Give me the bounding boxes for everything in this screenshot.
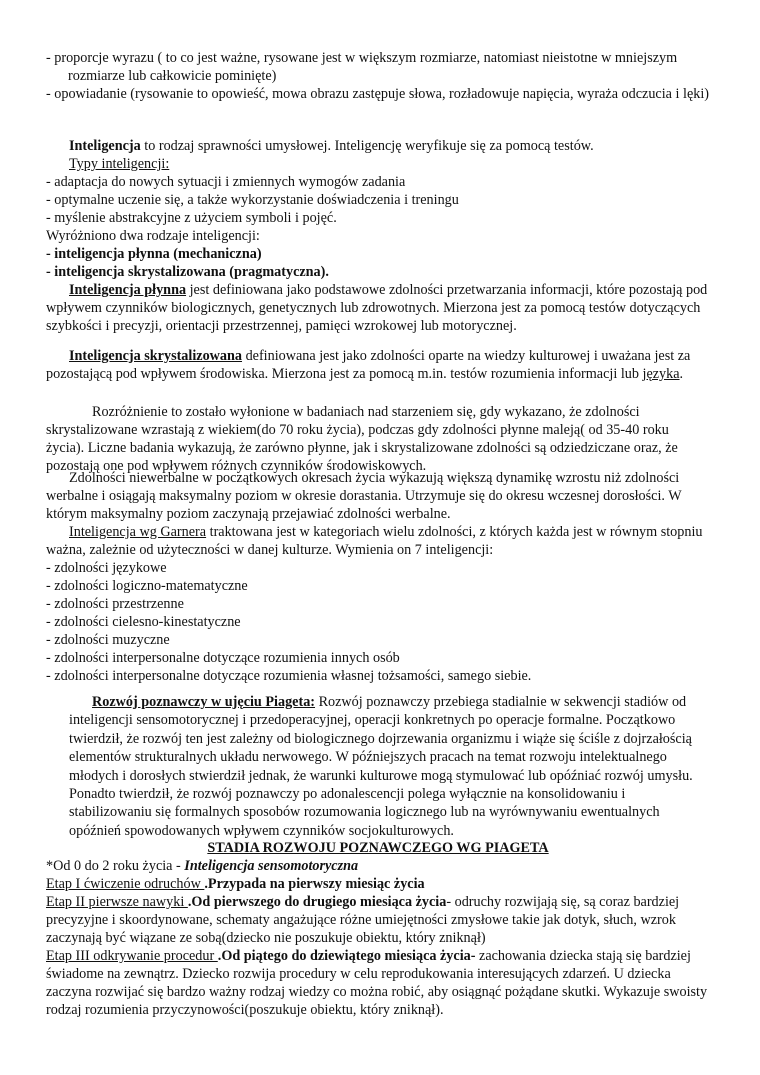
period-line bbox=[46, 857, 710, 875]
stage-text: zachowania dziecka stają się bardziej świadome na zewnątrz. Dziecko rozwija procedury w celu reprodukowania interesujących zdarzeń. U dziecka zaczyna rozwijać się bardzo ważny rodzaj wiedzy co można robić, aby osiągnąć pożądane skutki. Wykazuje swoisty rodzaj rozumienia przyczynowości(poszukuje obiektu, który zniknął). bbox=[46, 948, 708, 1018]
stage-label: Etap III odkrywanie procedur bbox=[46, 948, 218, 964]
crystallized-text: definiowana jest jako zdolności oparte na wiedzy kulturowej i uważana jest za pozostającą pod wpływem środowiska. Mierzona jest za pomocą m.in. testów rozumienia informacji lub bbox=[46, 348, 691, 382]
term-crystallized: Inteligencja skrystalizowana bbox=[69, 348, 243, 364]
term-piaget: Rozwój poznawczy w ujęciu Piageta: bbox=[92, 694, 316, 710]
stage-label: Etap I ćwiczenie odruchów bbox=[46, 876, 205, 892]
term-inteligencja: Inteligencja bbox=[69, 138, 141, 154]
gardner-list bbox=[46, 559, 706, 685]
stage-period: .Przypada na pierwszy miesiąc życia bbox=[204, 876, 425, 892]
term-fluid: Inteligencja płynna bbox=[69, 282, 187, 298]
term-gardner: Inteligencja wg Garnera bbox=[69, 524, 207, 540]
list-item: - opowiadanie (rysowanie to opowieść, mowa obrazu zastępuje słowa, rozładowuje napięcia, wyraża odczucia i lęki) bbox=[46, 86, 710, 102]
list-item: - inteligencja płynna (mechaniczna) bbox=[46, 246, 262, 262]
types-heading: Typy inteligencji: bbox=[69, 156, 170, 172]
stages-heading: STADIA ROZWOJU POZNAWCZEGO WG PIAGETA bbox=[207, 840, 549, 856]
period-prefix: *Od 0 do 2 roku życia - bbox=[46, 858, 185, 874]
stage-text: - odruchy rozwijają się, są coraz bardziej precyzyjne i skoordynowane, schematy angażujące różne umiejętności zmysłowe takie jak dotyk, słuch, wzrok zaczynają być wiązane ze sobą(dziecko nie poszukuje obiektu, który zniknął) bbox=[46, 894, 680, 946]
period-text: . bbox=[679, 366, 684, 382]
stage-3 bbox=[46, 947, 710, 1019]
two-kinds-intro: Wyróżniono dwa rodzaje inteligencji: bbox=[46, 228, 260, 244]
list-item: - zdolności logiczno-matematyczne bbox=[46, 578, 248, 594]
distinction-paragraph: Rozróżnienie to zostało wyłonione w badaniach nad starzeniem się, gdy wykazano, że zdolności skrystalizowane wzrastają z wiekiem(do 70 roku życia), podczas gdy zdolności płynne maleją( od 35-40 roku życia). Liczne badania wykazują, że zarówno płynne, jak i skrystalizowane zdolności są odziedziczane oraz, że pozostają one pod wpływem różnych czynników środowiskowych. bbox=[46, 404, 678, 474]
definition-text: to rodzaj sprawności umysłowej. Inteligencję weryfikuje się za pomocą testów. bbox=[140, 138, 594, 154]
list-item: - adaptacja do nowych sytuacji i zmiennych wymogów zadania bbox=[46, 174, 406, 190]
fluid-paragraph bbox=[46, 281, 710, 335]
list-item: - inteligencja skrystalizowana (pragmatyczna). bbox=[46, 264, 329, 280]
piaget-paragraph bbox=[69, 693, 711, 840]
link-jezyka[interactable]: języka bbox=[642, 366, 680, 382]
types-list bbox=[46, 173, 706, 281]
nonverbal-paragraph: Zdolności niewerbalne w początkowych okresach życia wykazują większą dynamikę wzrostu niż zdolności werbalne i osiągają maksymalny poziom w okresie dorastania. Utrzymuje się do okresu wczesnej dorosłości. W którym maksymalny poziom zaczynają przejawiać zdolności werbalne. bbox=[46, 470, 682, 522]
stage-label: Etap II pierwsze nawyki bbox=[46, 894, 188, 910]
gardner-text: traktowana jest w kategoriach wielu zdolności, z których każda jest w równym stopniu ważna, zależnie od użyteczności w danej kulturze. Wymienia on 7 inteligencji: bbox=[46, 524, 703, 558]
stage-1 bbox=[46, 875, 710, 893]
crystallized-paragraph bbox=[46, 347, 710, 383]
stage-period: .Od piątego do dziewiątego miesiąca życia- bbox=[217, 948, 476, 964]
piaget-text: Rozwój poznawczy przebiega stadialnie w sekwencji stadiów od inteligencji sensomotorycznej i przedoperacyjnej, operacji konkretnych po operacje formalne. Początkowo twierdził, że rozwój ten jest zależny od biologicznego dojrzewania organizmu i wiąże się ściśle z dojrzałością elementów strukturalnych układu nerwowego. W późniejszych pracach na temat rozwoju intelektualnego młodych i dorosłych stwierdził jednak, że warunki kulturowe mogą stymulować lub opóźniać rozwój umysłu. Ponadto twierdził, że rozwój poznawczy po adonalescencji polega wyłącznie na konsolidowaniu i stabilizowaniu się formalnych sposobów rozumowania logicznego lub na wyrównywaniu ewentualnych opóźnień spowodowanych wpływem czynników socjokulturowych. bbox=[69, 694, 693, 839]
list-item: - zdolności interpersonalne dotyczące rozumienia innych osób bbox=[46, 650, 400, 666]
stage-2 bbox=[46, 893, 710, 947]
list-item: - proporcje wyrazu ( to co jest ważne, rysowane jest w większym rozmiarze, natomiast nieistotne w mniejszym rozmiarze lub całkowicie pominięte) bbox=[46, 50, 678, 84]
list-item: - zdolności przestrzenne bbox=[46, 596, 184, 612]
list-item: - zdolności muzyczne bbox=[46, 632, 170, 648]
list-item: - myślenie abstrakcyjne z użyciem symboli i pojęć. bbox=[46, 210, 337, 226]
fluid-text: jest definiowana jako podstawowe zdolności przetwarzania informacji, które pozostają pod wpływem czynników biologicznych, genetycznych lub zdrowotnych. Mierzona jest za pomocą testów dotyczących szybkości i precyzji, orientacji przestrzennej, pamięci wzrokowej lub motorycznej. bbox=[46, 282, 708, 334]
intelligence-definition bbox=[69, 137, 709, 155]
list-item: - zdolności językowe bbox=[46, 560, 167, 576]
gardner-paragraph bbox=[46, 523, 710, 559]
list-item: - zdolności cielesno-kinestatyczne bbox=[46, 614, 241, 630]
list-item: - optymalne uczenie się, a także wykorzystanie doświadczenia i treningu bbox=[46, 192, 459, 208]
list-item: - zdolności interpersonalne dotyczące rozumienia własnej tożsamości, samego siebie. bbox=[46, 668, 532, 684]
stage-period: .Od pierwszego do drugiego miesiąca życia bbox=[187, 894, 447, 910]
period-name: Inteligencja sensomotoryczna bbox=[184, 858, 359, 874]
